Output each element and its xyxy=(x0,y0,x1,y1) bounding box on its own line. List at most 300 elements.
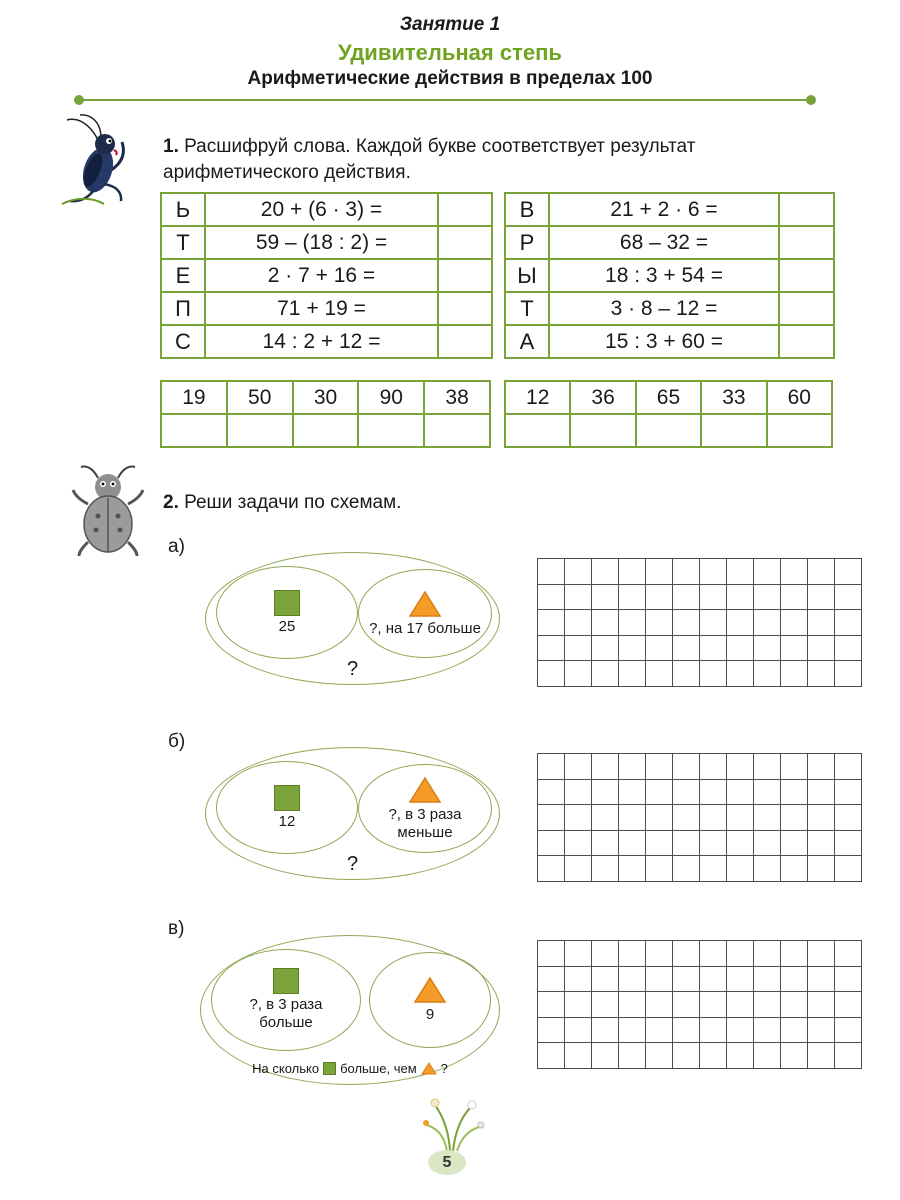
grid-cell xyxy=(808,585,835,611)
grid-cell xyxy=(538,992,565,1018)
grid-cell xyxy=(700,1018,727,1044)
grid-cell xyxy=(619,856,646,882)
page-title: Удивительная степь xyxy=(338,40,562,65)
grid-cell xyxy=(565,941,592,967)
letter-cell: В xyxy=(505,193,549,226)
table-row xyxy=(505,226,834,259)
letter-cell: А xyxy=(505,325,549,358)
divider-dot-right xyxy=(806,95,816,105)
grid-cell xyxy=(781,1018,808,1044)
grid-cell xyxy=(754,1043,781,1069)
grid-cell xyxy=(592,610,619,636)
task1-text xyxy=(163,134,835,186)
grid-cell xyxy=(646,1018,673,1044)
grid-cell xyxy=(754,967,781,993)
question-mark: ? xyxy=(346,658,359,680)
grid-cell xyxy=(592,941,619,967)
grid-cell xyxy=(592,559,619,585)
grid-cell xyxy=(592,636,619,662)
grid-cell xyxy=(538,941,565,967)
grid-cell xyxy=(619,1018,646,1044)
task2-number: 2. xyxy=(163,492,179,513)
grid-cell xyxy=(781,636,808,662)
grid-cell xyxy=(619,559,646,585)
expression-cell: 20 + (6 · 3) = xyxy=(205,193,438,226)
expression-cell: 14 : 2 + 12 = xyxy=(205,325,438,358)
answer-cell[interactable] xyxy=(779,259,834,292)
letter-write-cell[interactable] xyxy=(293,414,359,447)
grid-cell xyxy=(700,661,727,687)
grid-cell xyxy=(565,559,592,585)
grid-cell xyxy=(673,992,700,1018)
grid-cell xyxy=(592,992,619,1018)
letter-write-cell[interactable] xyxy=(636,414,701,447)
page-subtitle: Арифметические действия в пределах 100 xyxy=(247,68,653,89)
task2-text xyxy=(163,490,835,516)
grid-cell xyxy=(754,856,781,882)
square-caption: 12 xyxy=(278,812,296,830)
square-ellipse xyxy=(211,949,361,1051)
grid-cell xyxy=(754,661,781,687)
grid-cell xyxy=(592,856,619,882)
answer-cell[interactable] xyxy=(779,226,834,259)
table-row xyxy=(161,325,492,358)
grid-cell xyxy=(673,780,700,806)
grid-cell xyxy=(781,585,808,611)
answer-cell[interactable] xyxy=(438,325,492,358)
grid-cell xyxy=(673,831,700,857)
letter-cell: Е xyxy=(161,259,205,292)
code-number-cell: 60 xyxy=(767,381,832,414)
problem-label: а) xyxy=(168,536,185,557)
grid-cell xyxy=(538,831,565,857)
grid-cell xyxy=(673,559,700,585)
letter-write-cell[interactable] xyxy=(570,414,635,447)
orange-triangle-icon xyxy=(408,776,442,804)
grid-cell xyxy=(835,992,862,1018)
page-number: 5 xyxy=(442,1153,452,1171)
grid-cell xyxy=(835,967,862,993)
letter-cell: Р xyxy=(505,226,549,259)
grid-cell xyxy=(754,780,781,806)
writing-grid[interactable] xyxy=(537,558,862,687)
expression-cell: 21 + 2 · 6 = xyxy=(549,193,779,226)
grid-cell xyxy=(700,610,727,636)
problem-diagram xyxy=(205,552,500,685)
grid-cell xyxy=(646,967,673,993)
grid-cell xyxy=(835,636,862,662)
square-ellipse xyxy=(216,761,358,854)
grid-cell xyxy=(538,856,565,882)
code-number-cell: 19 xyxy=(161,381,227,414)
compare-text-prefix: На сколько xyxy=(252,1061,320,1076)
grid-cell xyxy=(646,992,673,1018)
grid-cell xyxy=(565,780,592,806)
header-divider xyxy=(78,99,812,101)
grid-cell xyxy=(835,754,862,780)
task2-instruction: Реши задачи по схемам. xyxy=(184,492,402,513)
grid-cell xyxy=(835,856,862,882)
triangle-caption: ?, в 3 раза меньше xyxy=(388,805,462,841)
expression-cell: 68 – 32 = xyxy=(549,226,779,259)
grid-cell xyxy=(727,559,754,585)
grid-cell xyxy=(565,856,592,882)
grid-cell xyxy=(781,856,808,882)
grid-cell xyxy=(754,1018,781,1044)
grid-cell xyxy=(781,661,808,687)
grid-cell xyxy=(754,754,781,780)
square-caption: 25 xyxy=(278,617,296,635)
table-row xyxy=(161,193,492,226)
grid-cell xyxy=(565,754,592,780)
grid-cell xyxy=(781,805,808,831)
grid-cell xyxy=(565,1018,592,1044)
letter-cell: Ь xyxy=(161,193,205,226)
grid-cell xyxy=(781,941,808,967)
expression-table-right xyxy=(504,192,835,359)
grid-cell xyxy=(538,636,565,662)
code-number-cell: 33 xyxy=(701,381,766,414)
triangle-ellipse xyxy=(358,569,492,658)
expression-table-left xyxy=(160,192,493,359)
answer-cell[interactable] xyxy=(438,259,492,292)
grid-cell xyxy=(835,585,862,611)
grid-cell xyxy=(646,780,673,806)
grid-cell xyxy=(619,636,646,662)
grid-cell xyxy=(781,559,808,585)
grid-cell xyxy=(538,805,565,831)
grid-cell xyxy=(700,967,727,993)
expression-cell: 71 + 19 = xyxy=(205,292,438,325)
grid-cell xyxy=(673,661,700,687)
question-mark: ? xyxy=(346,853,359,875)
square-ellipse xyxy=(216,566,358,659)
problem-diagram xyxy=(200,935,500,1085)
grid-cell xyxy=(538,661,565,687)
grid-cell xyxy=(619,941,646,967)
letter-write-cell[interactable] xyxy=(424,414,490,447)
grid-cell xyxy=(808,805,835,831)
grid-cell xyxy=(835,805,862,831)
answer-cell[interactable] xyxy=(779,193,834,226)
grid-cell xyxy=(565,636,592,662)
grid-cell xyxy=(592,780,619,806)
grid-cell xyxy=(754,992,781,1018)
grid-cell xyxy=(808,754,835,780)
grid-cell xyxy=(565,967,592,993)
grid-cell xyxy=(538,610,565,636)
grid-cell xyxy=(700,831,727,857)
triangle-ellipse xyxy=(369,952,491,1048)
grid-cell xyxy=(538,559,565,585)
grid-cell xyxy=(700,856,727,882)
letter-cell: Ы xyxy=(505,259,549,292)
grid-cell xyxy=(754,610,781,636)
letter-write-cell[interactable] xyxy=(227,414,293,447)
task1-number: 1. xyxy=(163,136,179,157)
grid-cell xyxy=(673,856,700,882)
grid-cell xyxy=(700,559,727,585)
grid-cell xyxy=(592,754,619,780)
code-number-cell: 30 xyxy=(293,381,359,414)
code-number-cell: 12 xyxy=(505,381,570,414)
page-number-badge xyxy=(428,1150,466,1175)
grid-cell xyxy=(700,992,727,1018)
grid-cell xyxy=(646,831,673,857)
grid-cell xyxy=(592,585,619,611)
grid-cell xyxy=(565,805,592,831)
grid-cell xyxy=(592,831,619,857)
grid-cell xyxy=(727,856,754,882)
grid-cell xyxy=(673,1018,700,1044)
letter-write-cell[interactable] xyxy=(767,414,832,447)
code-number-cell: 65 xyxy=(636,381,701,414)
letter-write-cell[interactable] xyxy=(505,414,570,447)
grid-cell xyxy=(592,1018,619,1044)
grid-cell xyxy=(700,780,727,806)
grid-cell xyxy=(754,805,781,831)
compare-text-middle: больше, чем xyxy=(340,1061,417,1076)
orange-triangle-icon xyxy=(408,590,442,618)
orange-triangle-icon xyxy=(421,1062,437,1075)
grid-cell xyxy=(646,585,673,611)
grid-cell xyxy=(538,585,565,611)
grid-cell xyxy=(700,754,727,780)
grid-cell xyxy=(808,661,835,687)
grid-cell xyxy=(835,780,862,806)
grid-cell xyxy=(565,831,592,857)
grid-cell xyxy=(538,780,565,806)
compare-text-suffix: ? xyxy=(440,1061,448,1076)
expression-cell: 18 : 3 + 54 = xyxy=(549,259,779,292)
grid-cell xyxy=(808,1018,835,1044)
grid-cell xyxy=(646,559,673,585)
problem-diagram xyxy=(205,747,500,880)
letter-cell: П xyxy=(161,292,205,325)
grid-cell xyxy=(700,636,727,662)
table-row xyxy=(505,259,834,292)
task1-instruction: Расшифруй слова. Каждой букве соответствует результат арифметического действия. xyxy=(163,136,696,183)
answer-strip-right xyxy=(504,380,833,448)
expression-cell: 2 · 7 + 16 = xyxy=(205,259,438,292)
grid-cell xyxy=(754,585,781,611)
code-number-cell: 36 xyxy=(570,381,635,414)
grid-cell xyxy=(565,661,592,687)
grid-cell xyxy=(781,780,808,806)
green-square-icon xyxy=(274,785,300,811)
grid-cell xyxy=(754,941,781,967)
grid-cell xyxy=(727,1018,754,1044)
grid-cell xyxy=(835,559,862,585)
grid-cell xyxy=(700,1043,727,1069)
grid-cell xyxy=(700,805,727,831)
grid-cell xyxy=(619,780,646,806)
grid-cell xyxy=(727,992,754,1018)
letter-write-cell[interactable] xyxy=(701,414,766,447)
grid-cell xyxy=(592,967,619,993)
answer-cell[interactable] xyxy=(438,193,492,226)
grid-cell xyxy=(673,805,700,831)
table-row xyxy=(161,259,492,292)
grid-cell xyxy=(538,967,565,993)
compare-question xyxy=(201,1061,499,1076)
problem-label: б) xyxy=(168,731,186,752)
table-row xyxy=(505,325,834,358)
grid-cell xyxy=(781,831,808,857)
code-numbers-row xyxy=(161,381,490,414)
grid-cell xyxy=(646,805,673,831)
writing-grid[interactable] xyxy=(537,940,862,1069)
grid-cell xyxy=(673,610,700,636)
grid-cell xyxy=(808,780,835,806)
grid-cell xyxy=(835,941,862,967)
writing-grid[interactable] xyxy=(537,753,862,882)
answer-cell[interactable] xyxy=(779,325,834,358)
grid-cell xyxy=(727,967,754,993)
grid-cell xyxy=(808,610,835,636)
green-square-icon xyxy=(274,590,300,616)
green-square-icon xyxy=(323,1062,336,1075)
letter-write-cell[interactable] xyxy=(358,414,424,447)
grid-cell xyxy=(646,610,673,636)
code-number-cell: 90 xyxy=(358,381,424,414)
grid-cell xyxy=(808,831,835,857)
grid-cell xyxy=(727,661,754,687)
grid-cell xyxy=(808,941,835,967)
lesson-label: Занятие 1 xyxy=(399,14,501,35)
grid-cell xyxy=(565,1043,592,1069)
square-caption: ?, в 3 раза больше xyxy=(249,996,323,1031)
expression-cell: 59 – (18 : 2) = xyxy=(205,226,438,259)
grid-cell xyxy=(808,967,835,993)
grid-cell xyxy=(565,585,592,611)
grid-cell xyxy=(781,754,808,780)
grid-cell xyxy=(538,754,565,780)
grid-cell xyxy=(754,559,781,585)
grid-cell xyxy=(835,1018,862,1044)
cricket-icon xyxy=(58,112,150,213)
grid-cell xyxy=(781,1043,808,1069)
grid-cell xyxy=(592,1043,619,1069)
grid-cell xyxy=(565,610,592,636)
grid-cell xyxy=(646,754,673,780)
grid-cell xyxy=(619,992,646,1018)
grid-cell xyxy=(673,1043,700,1069)
grid-cell xyxy=(646,941,673,967)
grid-cell xyxy=(835,661,862,687)
grid-cell xyxy=(700,941,727,967)
letter-cell: С xyxy=(161,325,205,358)
triangle-ellipse xyxy=(358,764,492,853)
table-row xyxy=(505,292,834,325)
grid-cell xyxy=(646,1043,673,1069)
code-letters-row xyxy=(161,414,490,447)
grid-cell xyxy=(727,1043,754,1069)
grid-cell xyxy=(727,780,754,806)
expression-cell: 15 : 3 + 60 = xyxy=(549,325,779,358)
grid-cell xyxy=(727,636,754,662)
grid-cell xyxy=(646,661,673,687)
grid-cell xyxy=(619,831,646,857)
problem-label: в) xyxy=(168,918,185,939)
grid-cell xyxy=(673,585,700,611)
grid-cell xyxy=(727,831,754,857)
code-numbers-row xyxy=(505,381,832,414)
grid-cell xyxy=(727,754,754,780)
grid-cell xyxy=(592,805,619,831)
grid-cell xyxy=(727,610,754,636)
grid-cell xyxy=(646,636,673,662)
grid-cell xyxy=(754,831,781,857)
grid-cell xyxy=(700,585,727,611)
beetle-icon xyxy=(66,460,152,563)
table-row xyxy=(161,292,492,325)
code-letters-row xyxy=(505,414,832,447)
answer-cell[interactable] xyxy=(438,292,492,325)
grid-cell xyxy=(808,636,835,662)
grid-cell xyxy=(619,1043,646,1069)
letter-cell: Т xyxy=(161,226,205,259)
green-square-icon xyxy=(273,968,299,994)
grid-cell xyxy=(673,754,700,780)
grid-cell xyxy=(835,831,862,857)
expression-cell: 3 · 8 – 12 = xyxy=(549,292,779,325)
grid-cell xyxy=(619,585,646,611)
grid-cell xyxy=(619,754,646,780)
triangle-caption: ?, на 17 больше xyxy=(369,619,481,637)
answer-strip-left xyxy=(160,380,491,448)
grid-cell xyxy=(727,585,754,611)
grid-cell xyxy=(835,610,862,636)
grid-cell xyxy=(673,967,700,993)
code-number-cell: 38 xyxy=(424,381,490,414)
grid-cell xyxy=(727,941,754,967)
grid-cell xyxy=(673,941,700,967)
letter-write-cell[interactable] xyxy=(161,414,227,447)
grid-cell xyxy=(673,636,700,662)
grid-cell xyxy=(538,1043,565,1069)
answer-cell[interactable] xyxy=(779,292,834,325)
grid-cell xyxy=(835,1043,862,1069)
table-row xyxy=(161,226,492,259)
grid-cell xyxy=(808,1043,835,1069)
divider-dot-left xyxy=(74,95,84,105)
grid-cell xyxy=(754,636,781,662)
grid-cell xyxy=(808,856,835,882)
table-row xyxy=(505,193,834,226)
code-number-cell: 50 xyxy=(227,381,293,414)
grid-cell xyxy=(619,661,646,687)
triangle-caption: 9 xyxy=(425,1006,435,1023)
grid-cell xyxy=(565,992,592,1018)
grid-cell xyxy=(592,661,619,687)
plants-decoration-icon xyxy=(405,1095,495,1158)
grid-cell xyxy=(808,559,835,585)
grid-cell xyxy=(781,967,808,993)
grid-cell xyxy=(538,1018,565,1044)
orange-triangle-icon xyxy=(413,976,447,1004)
grid-cell xyxy=(619,610,646,636)
grid-cell xyxy=(646,856,673,882)
grid-cell xyxy=(781,992,808,1018)
grid-cell xyxy=(727,805,754,831)
grid-cell xyxy=(781,610,808,636)
grid-cell xyxy=(619,967,646,993)
grid-cell xyxy=(808,992,835,1018)
letter-cell: Т xyxy=(505,292,549,325)
answer-cell[interactable] xyxy=(438,226,492,259)
grid-cell xyxy=(619,805,646,831)
